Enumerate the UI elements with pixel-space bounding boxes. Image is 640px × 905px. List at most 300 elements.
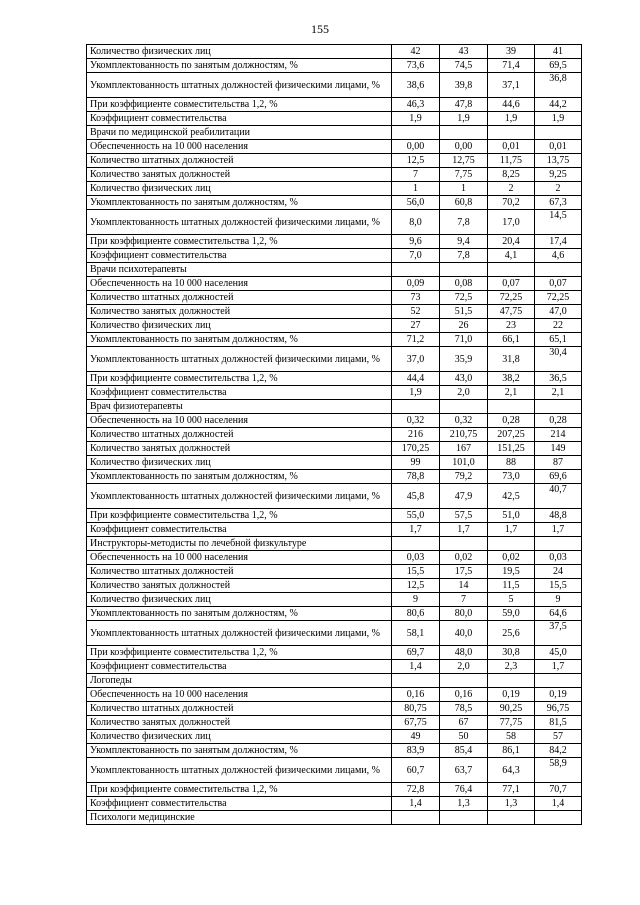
value-cell-col-1: 44,4 (392, 372, 440, 386)
table-row (87, 758, 582, 783)
table-row (87, 565, 582, 579)
page-number: 155 (311, 22, 329, 36)
value-cell-col-4 (535, 674, 582, 688)
value-cell-col-1: 80,75 (392, 702, 440, 716)
value-cell-col-1: 0,32 (392, 414, 440, 428)
row-label: Количество занятых должностей (87, 442, 392, 456)
value-cell-col-4: 9,25 (535, 168, 582, 182)
table-row (87, 551, 582, 565)
value-cell-col-3: 77,1 (488, 783, 535, 797)
value-cell-col-3 (488, 263, 535, 277)
value-cell-col-3: 70,2 (488, 196, 535, 210)
row-label: Количество физических лиц (87, 182, 392, 196)
value-cell-col-1: 45,8 (392, 484, 440, 509)
row-label: Укомплектованность по занятым должностям, % (87, 607, 392, 621)
row-label: Количество занятых должностей (87, 305, 392, 319)
table-row (87, 45, 582, 59)
row-label: Количество занятых должностей (87, 579, 392, 593)
value-cell-col-3: 30,8 (488, 646, 535, 660)
value-cell-col-3: 207,25 (488, 428, 535, 442)
table-row (87, 154, 582, 168)
table-row (87, 593, 582, 607)
value-cell-col-3: 88 (488, 456, 535, 470)
table-row (87, 196, 582, 210)
row-label: Количество штатных должностей (87, 154, 392, 168)
value-cell-col-1: 42 (392, 45, 440, 59)
row-label: Количество физических лиц (87, 45, 392, 59)
value-cell-col-1: 1,4 (392, 797, 440, 811)
value-cell-col-4 (535, 400, 582, 414)
row-label: Логопеды (87, 674, 392, 688)
value-cell-col-3: 86,1 (488, 744, 535, 758)
table-row (87, 484, 582, 509)
value-cell-col-3: 1,3 (488, 797, 535, 811)
value-cell-col-2: 17,5 (440, 565, 488, 579)
table-row (87, 428, 582, 442)
value-cell-col-3: 2,1 (488, 386, 535, 400)
row-label: Коэффициент совместительства (87, 660, 392, 674)
table-row (87, 607, 582, 621)
value-cell-col-2: 50 (440, 730, 488, 744)
value-cell-col-4: 72,25 (535, 291, 582, 305)
table-row (87, 646, 582, 660)
value-cell-col-1: 1,7 (392, 523, 440, 537)
value-cell-col-2: 43,0 (440, 372, 488, 386)
value-cell-col-3: 44,6 (488, 98, 535, 112)
value-cell-col-4: 47,0 (535, 305, 582, 319)
value-cell-col-4: 58,9 (535, 758, 582, 783)
value-cell-col-4: 214 (535, 428, 582, 442)
value-cell-col-2: 0,32 (440, 414, 488, 428)
table-row (87, 730, 582, 744)
value-cell-col-2: 14 (440, 579, 488, 593)
value-cell-col-2 (440, 263, 488, 277)
table-row (87, 537, 582, 551)
table-row (87, 319, 582, 333)
table-row (87, 347, 582, 372)
row-label: Психологи медицинские (87, 811, 392, 825)
value-cell-col-3: 151,25 (488, 442, 535, 456)
value-cell-col-3 (488, 811, 535, 825)
value-cell-col-4: 87 (535, 456, 582, 470)
value-cell-col-2: 101,0 (440, 456, 488, 470)
value-cell-col-3: 25,6 (488, 621, 535, 646)
value-cell-col-3: 8,25 (488, 168, 535, 182)
value-cell-col-4: 44,2 (535, 98, 582, 112)
row-label: Укомплектованность штатных должностей физическими лицами, % (87, 73, 392, 98)
row-label: Обеспеченность на 10 000 населения (87, 551, 392, 565)
row-label: Коэффициент совместительства (87, 249, 392, 263)
row-label: Обеспеченность на 10 000 населения (87, 414, 392, 428)
value-cell-col-3: 31,8 (488, 347, 535, 372)
row-label: Врачи по медицинской реабилитации (87, 126, 392, 140)
value-cell-col-1: 216 (392, 428, 440, 442)
value-cell-col-2: 72,5 (440, 291, 488, 305)
value-cell-col-1 (392, 674, 440, 688)
table-row (87, 744, 582, 758)
table-row (87, 333, 582, 347)
table-body (87, 45, 582, 825)
row-label: Количество физических лиц (87, 456, 392, 470)
value-cell-col-4 (535, 537, 582, 551)
value-cell-col-4: 0,19 (535, 688, 582, 702)
value-cell-col-2: 7,8 (440, 249, 488, 263)
value-cell-col-1 (392, 126, 440, 140)
row-label: Врач физиотерапевты (87, 400, 392, 414)
value-cell-col-2: 1 (440, 182, 488, 196)
value-cell-col-4: 96,75 (535, 702, 582, 716)
value-cell-col-2: 40,0 (440, 621, 488, 646)
value-cell-col-3: 2,3 (488, 660, 535, 674)
value-cell-col-1: 1,9 (392, 386, 440, 400)
value-cell-col-2: 167 (440, 442, 488, 456)
value-cell-col-3: 11,5 (488, 579, 535, 593)
value-cell-col-4: 37,5 (535, 621, 582, 646)
value-cell-col-2: 2,0 (440, 660, 488, 674)
value-cell-col-1: 71,2 (392, 333, 440, 347)
value-cell-col-1: 78,8 (392, 470, 440, 484)
value-cell-col-4: 9 (535, 593, 582, 607)
value-cell-col-3: 71,4 (488, 59, 535, 73)
row-label: При коэффициенте совместительства 1,2, % (87, 783, 392, 797)
value-cell-col-1: 12,5 (392, 579, 440, 593)
value-cell-col-3: 19,5 (488, 565, 535, 579)
value-cell-col-1: 0,16 (392, 688, 440, 702)
row-label: Укомплектованность штатных должностей физическими лицами, % (87, 621, 392, 646)
table-row (87, 210, 582, 235)
value-cell-col-2: 39,8 (440, 73, 488, 98)
value-cell-col-4: 1,7 (535, 523, 582, 537)
row-label: При коэффициенте совместительства 1,2, % (87, 646, 392, 660)
value-cell-col-1: 0,09 (392, 277, 440, 291)
table-row (87, 277, 582, 291)
value-cell-col-2: 2,0 (440, 386, 488, 400)
value-cell-col-1: 15,5 (392, 565, 440, 579)
row-label: Количество штатных должностей (87, 428, 392, 442)
value-cell-col-2: 210,75 (440, 428, 488, 442)
table-row (87, 168, 582, 182)
value-cell-col-2: 47,9 (440, 484, 488, 509)
value-cell-col-4: 0,07 (535, 277, 582, 291)
value-cell-col-4: 81,5 (535, 716, 582, 730)
value-cell-col-1: 38,6 (392, 73, 440, 98)
value-cell-col-4 (535, 811, 582, 825)
value-cell-col-1: 1,4 (392, 660, 440, 674)
row-label: Количество физических лиц (87, 730, 392, 744)
value-cell-col-3: 0,28 (488, 414, 535, 428)
value-cell-col-2 (440, 537, 488, 551)
value-cell-col-3: 20,4 (488, 235, 535, 249)
value-cell-col-1: 0,03 (392, 551, 440, 565)
value-cell-col-4: 45,0 (535, 646, 582, 660)
row-label: Инструкторы-методисты по лечебной физкультуре (87, 537, 392, 551)
value-cell-col-1: 9,6 (392, 235, 440, 249)
table-row (87, 182, 582, 196)
value-cell-col-3: 5 (488, 593, 535, 607)
row-label: Укомплектованность по занятым должностям, % (87, 333, 392, 347)
value-cell-col-2 (440, 811, 488, 825)
value-cell-col-4 (535, 126, 582, 140)
row-label: Количество физических лиц (87, 319, 392, 333)
staffing-table (86, 44, 582, 825)
value-cell-col-4: 1,7 (535, 660, 582, 674)
value-cell-col-2: 80,0 (440, 607, 488, 621)
value-cell-col-1: 49 (392, 730, 440, 744)
value-cell-col-3: 90,25 (488, 702, 535, 716)
value-cell-col-3: 59,0 (488, 607, 535, 621)
value-cell-col-1: 83,9 (392, 744, 440, 758)
table-row (87, 674, 582, 688)
value-cell-col-1: 67,75 (392, 716, 440, 730)
value-cell-col-1: 8,0 (392, 210, 440, 235)
table-row (87, 98, 582, 112)
table-row (87, 291, 582, 305)
value-cell-col-3: 51,0 (488, 509, 535, 523)
table-row (87, 442, 582, 456)
value-cell-col-3: 72,25 (488, 291, 535, 305)
value-cell-col-4: 17,4 (535, 235, 582, 249)
row-label: При коэффициенте совместительства 1,2, % (87, 509, 392, 523)
value-cell-col-1: 73 (392, 291, 440, 305)
table-row (87, 783, 582, 797)
value-cell-col-4: 15,5 (535, 579, 582, 593)
value-cell-col-2: 7,8 (440, 210, 488, 235)
table-row (87, 400, 582, 414)
value-cell-col-1: 37,0 (392, 347, 440, 372)
value-cell-col-1: 52 (392, 305, 440, 319)
value-cell-col-4: 13,75 (535, 154, 582, 168)
value-cell-col-3: 47,75 (488, 305, 535, 319)
row-label: Коэффициент совместительства (87, 112, 392, 126)
value-cell-col-4: 40,7 (535, 484, 582, 509)
value-cell-col-2: 48,0 (440, 646, 488, 660)
value-cell-col-2: 0,08 (440, 277, 488, 291)
value-cell-col-4: 70,7 (535, 783, 582, 797)
value-cell-col-3 (488, 537, 535, 551)
value-cell-col-1: 12,5 (392, 154, 440, 168)
value-cell-col-1: 69,7 (392, 646, 440, 660)
value-cell-col-3: 4,1 (488, 249, 535, 263)
value-cell-col-2: 74,5 (440, 59, 488, 73)
value-cell-col-1: 56,0 (392, 196, 440, 210)
value-cell-col-4: 67,3 (535, 196, 582, 210)
row-label: При коэффициенте совместительства 1,2, % (87, 98, 392, 112)
value-cell-col-4: 64,6 (535, 607, 582, 621)
table-row (87, 249, 582, 263)
row-label: Количество штатных должностей (87, 291, 392, 305)
value-cell-col-3: 1,7 (488, 523, 535, 537)
value-cell-col-1 (392, 400, 440, 414)
value-cell-col-1: 27 (392, 319, 440, 333)
table-row (87, 263, 582, 277)
value-cell-col-2: 0,02 (440, 551, 488, 565)
row-label: Укомплектованность штатных должностей физическими лицами, % (87, 484, 392, 509)
table-row (87, 470, 582, 484)
row-label: Укомплектованность по занятым должностям, % (87, 59, 392, 73)
value-cell-col-4: 36,5 (535, 372, 582, 386)
row-label: Коэффициент совместительства (87, 797, 392, 811)
table-row (87, 386, 582, 400)
value-cell-col-4: 0,01 (535, 140, 582, 154)
value-cell-col-3: 0,07 (488, 277, 535, 291)
value-cell-col-3 (488, 126, 535, 140)
value-cell-col-2: 9,4 (440, 235, 488, 249)
row-label: Коэффициент совместительства (87, 386, 392, 400)
value-cell-col-2: 0,16 (440, 688, 488, 702)
value-cell-col-4: 69,6 (535, 470, 582, 484)
row-label: Укомплектованность по занятым должностям, % (87, 470, 392, 484)
row-label: Укомплектованность штатных должностей физическими лицами, % (87, 210, 392, 235)
table-row (87, 688, 582, 702)
table-row (87, 112, 582, 126)
value-cell-col-3: 66,1 (488, 333, 535, 347)
value-cell-col-2: 7,75 (440, 168, 488, 182)
value-cell-col-1: 0,00 (392, 140, 440, 154)
row-label: Количество штатных должностей (87, 565, 392, 579)
value-cell-col-4: 1,9 (535, 112, 582, 126)
table-row (87, 621, 582, 646)
table-row (87, 509, 582, 523)
value-cell-col-1: 9 (392, 593, 440, 607)
table-row (87, 797, 582, 811)
table-row (87, 140, 582, 154)
value-cell-col-1: 72,8 (392, 783, 440, 797)
row-label: При коэффициенте совместительства 1,2, % (87, 372, 392, 386)
row-label: Коэффициент совместительства (87, 523, 392, 537)
value-cell-col-4: 24 (535, 565, 582, 579)
table-row (87, 305, 582, 319)
value-cell-col-1 (392, 537, 440, 551)
value-cell-col-2: 12,75 (440, 154, 488, 168)
value-cell-col-1 (392, 811, 440, 825)
row-label: Укомплектованность по занятым должностям, % (87, 196, 392, 210)
value-cell-col-3: 11,75 (488, 154, 535, 168)
value-cell-col-3: 77,75 (488, 716, 535, 730)
value-cell-col-1: 170,25 (392, 442, 440, 456)
value-cell-col-4 (535, 263, 582, 277)
table-row (87, 235, 582, 249)
value-cell-col-3: 37,1 (488, 73, 535, 98)
table-row (87, 702, 582, 716)
table-row (87, 414, 582, 428)
value-cell-col-1: 1,9 (392, 112, 440, 126)
row-label: Количество занятых должностей (87, 716, 392, 730)
table-row (87, 73, 582, 98)
value-cell-col-1 (392, 263, 440, 277)
value-cell-col-4: 2,1 (535, 386, 582, 400)
value-cell-col-4: 4,6 (535, 249, 582, 263)
value-cell-col-2: 51,5 (440, 305, 488, 319)
value-cell-col-1: 99 (392, 456, 440, 470)
value-cell-col-4: 1,4 (535, 797, 582, 811)
row-label: Врачи психотерапевты (87, 263, 392, 277)
value-cell-col-2: 43 (440, 45, 488, 59)
value-cell-col-2: 67 (440, 716, 488, 730)
value-cell-col-1: 55,0 (392, 509, 440, 523)
value-cell-col-1: 73,6 (392, 59, 440, 73)
value-cell-col-2: 57,5 (440, 509, 488, 523)
value-cell-col-3: 0,02 (488, 551, 535, 565)
row-label: Обеспеченность на 10 000 населения (87, 688, 392, 702)
value-cell-col-2: 1,9 (440, 112, 488, 126)
value-cell-col-2: 71,0 (440, 333, 488, 347)
value-cell-col-2: 47,8 (440, 98, 488, 112)
value-cell-col-2 (440, 126, 488, 140)
value-cell-col-4: 41 (535, 45, 582, 59)
value-cell-col-2: 35,9 (440, 347, 488, 372)
value-cell-col-3: 39 (488, 45, 535, 59)
value-cell-col-4: 0,03 (535, 551, 582, 565)
row-label: Количество занятых должностей (87, 168, 392, 182)
value-cell-col-3: 42,5 (488, 484, 535, 509)
value-cell-col-2: 85,4 (440, 744, 488, 758)
value-cell-col-4: 2 (535, 182, 582, 196)
value-cell-col-1: 7 (392, 168, 440, 182)
value-cell-col-3: 17,0 (488, 210, 535, 235)
value-cell-col-2 (440, 674, 488, 688)
table-row (87, 126, 582, 140)
value-cell-col-1: 80,6 (392, 607, 440, 621)
row-label: Обеспеченность на 10 000 населения (87, 277, 392, 291)
row-label: Укомплектованность по занятым должностям, % (87, 744, 392, 758)
value-cell-col-1: 46,3 (392, 98, 440, 112)
value-cell-col-1: 7,0 (392, 249, 440, 263)
value-cell-col-3: 0,01 (488, 140, 535, 154)
value-cell-col-2: 1,3 (440, 797, 488, 811)
value-cell-col-4: 0,28 (535, 414, 582, 428)
row-label: Обеспеченность на 10 000 населения (87, 140, 392, 154)
table-row (87, 716, 582, 730)
value-cell-col-1: 58,1 (392, 621, 440, 646)
value-cell-col-2: 76,4 (440, 783, 488, 797)
value-cell-col-3: 2 (488, 182, 535, 196)
value-cell-col-1: 60,7 (392, 758, 440, 783)
value-cell-col-4: 57 (535, 730, 582, 744)
value-cell-col-3: 0,19 (488, 688, 535, 702)
value-cell-col-2: 7 (440, 593, 488, 607)
row-label: Количество физических лиц (87, 593, 392, 607)
value-cell-col-3: 23 (488, 319, 535, 333)
value-cell-col-4: 84,2 (535, 744, 582, 758)
table-row (87, 660, 582, 674)
value-cell-col-4: 69,5 (535, 59, 582, 73)
value-cell-col-3: 1,9 (488, 112, 535, 126)
table-row (87, 372, 582, 386)
table-row (87, 59, 582, 73)
value-cell-col-2: 0,00 (440, 140, 488, 154)
row-label: При коэффициенте совместительства 1,2, % (87, 235, 392, 249)
value-cell-col-2: 78,5 (440, 702, 488, 716)
value-cell-col-3: 58 (488, 730, 535, 744)
value-cell-col-4: 14,5 (535, 210, 582, 235)
table-row (87, 579, 582, 593)
value-cell-col-2: 79,2 (440, 470, 488, 484)
value-cell-col-3: 38,2 (488, 372, 535, 386)
value-cell-col-4: 36,8 (535, 73, 582, 98)
value-cell-col-3: 64,3 (488, 758, 535, 783)
value-cell-col-3 (488, 674, 535, 688)
value-cell-col-2 (440, 400, 488, 414)
value-cell-col-4: 22 (535, 319, 582, 333)
value-cell-col-4: 30,4 (535, 347, 582, 372)
value-cell-col-2: 26 (440, 319, 488, 333)
table-row (87, 811, 582, 825)
value-cell-col-3: 73,0 (488, 470, 535, 484)
value-cell-col-2: 63,7 (440, 758, 488, 783)
row-label: Количество штатных должностей (87, 702, 392, 716)
value-cell-col-4: 149 (535, 442, 582, 456)
value-cell-col-4: 48,8 (535, 509, 582, 523)
